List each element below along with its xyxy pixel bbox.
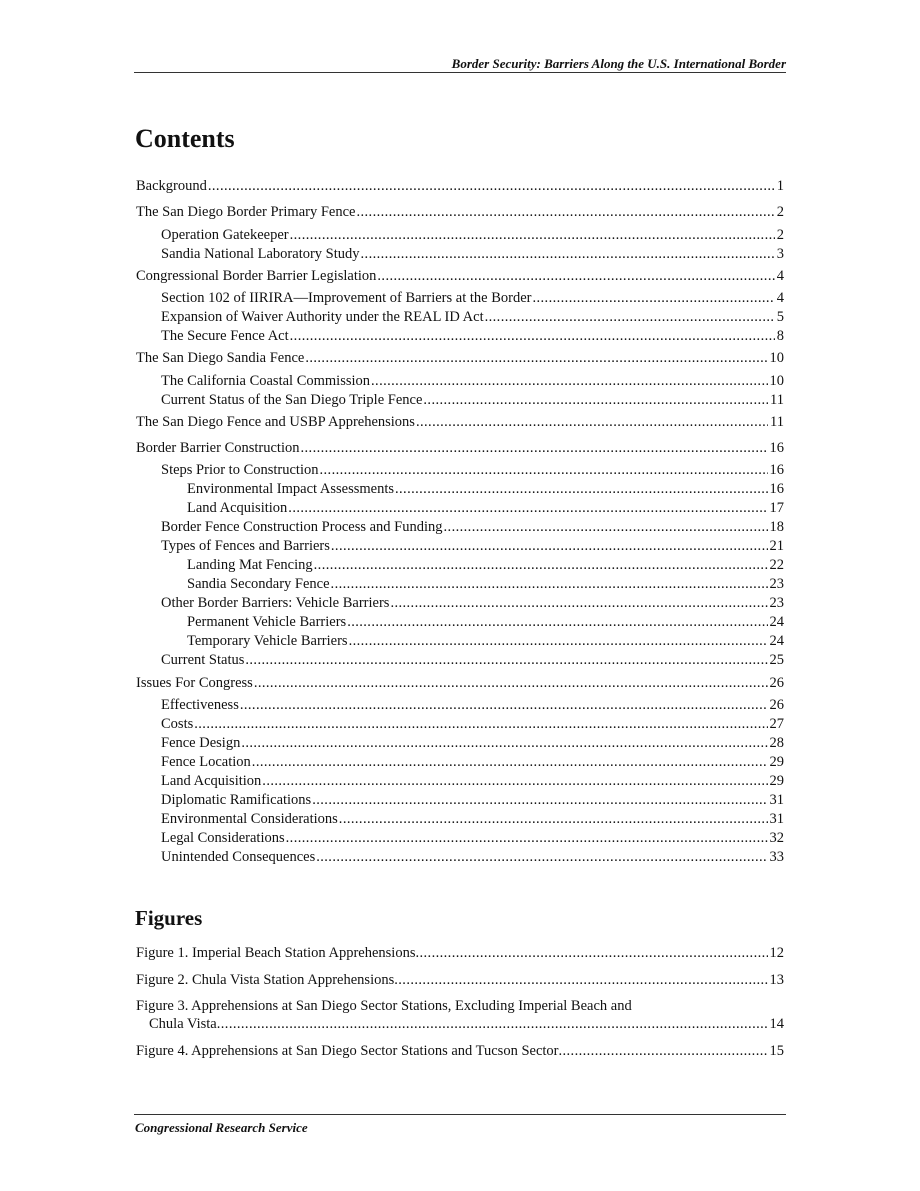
toc-entry-title: Land Acquisition	[187, 500, 288, 516]
toc-entry[interactable]	[136, 439, 784, 457]
toc-entry[interactable]	[161, 829, 784, 847]
dot-leader	[305, 349, 767, 367]
toc-entry-page: 24	[769, 633, 784, 649]
dot-leader	[390, 594, 767, 612]
toc-entry-title: Unintended Consequences	[161, 849, 316, 865]
dot-leader	[245, 651, 767, 669]
toc-entry[interactable]	[136, 267, 784, 285]
dot-leader	[339, 810, 768, 828]
dot-leader	[301, 439, 768, 457]
figure-entry-title: Figure 1. Imperial Beach Station Apprehensions	[136, 945, 416, 961]
dot-leader	[361, 245, 775, 263]
toc-entry[interactable]	[136, 177, 784, 195]
toc-entry-page: 27	[769, 716, 784, 732]
toc-entry[interactable]	[161, 537, 784, 555]
dot-leader	[262, 772, 767, 790]
dot-leader	[485, 308, 775, 326]
dot-leader	[290, 327, 775, 345]
dot-leader	[423, 391, 768, 409]
toc-entry-page: 18	[769, 519, 784, 535]
toc-entry-page: 2	[776, 227, 784, 243]
toc-entry[interactable]	[161, 753, 784, 771]
figures-title: Figures	[135, 906, 203, 930]
toc-entry-page: 23	[769, 595, 784, 611]
toc-entry-title: Types of Fences and Barriers	[161, 538, 330, 554]
toc-entry-page: 33	[769, 849, 784, 865]
toc-entry-page: 1	[776, 178, 784, 194]
toc-entry-title: The Secure Fence Act	[161, 328, 289, 344]
toc-entry-title: Costs	[161, 716, 194, 732]
toc-entry[interactable]	[187, 556, 784, 574]
toc-entry[interactable]	[161, 715, 784, 733]
toc-entry-title: Congressional Border Barrier Legislation	[136, 268, 377, 284]
figure-entry-title: Figure 2. Chula Vista Station Apprehensions	[136, 972, 395, 988]
toc-entry-title: Effectiveness	[161, 697, 239, 713]
toc-entry-title: Section 102 of IIRIRA—Improvement of Barriers at the Border	[161, 290, 532, 306]
toc-entry-page: 4	[776, 290, 784, 306]
footer-rule	[134, 1114, 786, 1115]
toc-entry[interactable]	[161, 327, 784, 345]
toc-entry-title: Steps Prior to Construction	[161, 462, 319, 478]
toc-entry-page: 32	[769, 830, 784, 846]
toc-entry[interactable]	[161, 696, 784, 714]
dot-leader	[252, 753, 768, 771]
toc-entry-title: Landing Mat Fencing	[187, 557, 313, 573]
toc-entry-title: Fence Location	[161, 754, 251, 770]
dot-leader	[320, 461, 768, 479]
toc-entry-title: Permanent Vehicle Barriers	[187, 614, 347, 630]
toc-entry[interactable]	[161, 772, 784, 790]
toc-entry[interactable]	[187, 613, 784, 631]
toc-entry-page: 29	[769, 754, 784, 770]
figure-entry[interactable]	[136, 971, 784, 989]
toc-entry-page: 29	[769, 773, 784, 789]
contents-title: Contents	[135, 124, 235, 153]
toc-entry[interactable]	[187, 480, 784, 498]
dot-leader	[415, 944, 767, 962]
toc-entry[interactable]	[161, 594, 784, 612]
running-header: Border Security: Barriers Along the U.S. International Border	[451, 56, 786, 71]
dot-leader	[286, 829, 768, 847]
dot-leader	[371, 372, 767, 390]
dot-leader	[316, 848, 767, 866]
toc-entry-title: Border Fence Construction Process and Funding	[161, 519, 443, 535]
toc-entry[interactable]	[161, 810, 784, 828]
toc-entry-title: The California Coastal Commission	[161, 373, 371, 389]
toc-entry-title: Current Status of the San Diego Triple Fence	[161, 392, 423, 408]
toc-entry-title: Expansion of Waiver Authority under the REAL ID Act	[161, 309, 484, 325]
toc-entry[interactable]	[136, 413, 784, 431]
toc-entry[interactable]	[161, 651, 784, 669]
toc-entry[interactable]	[187, 499, 784, 517]
toc-entry-page: 24	[769, 614, 784, 630]
toc-entry-page: 10	[769, 373, 784, 389]
dot-leader	[395, 480, 768, 498]
header-rule	[134, 72, 786, 73]
dot-leader	[331, 575, 768, 593]
toc-entry-page: 26	[769, 675, 784, 691]
toc-entry-page: 3	[776, 246, 784, 262]
toc-entry[interactable]	[187, 575, 784, 593]
toc-entry-title: The San Diego Fence and USBP Apprehensions	[136, 414, 415, 430]
figure-entry[interactable]	[136, 944, 784, 962]
dot-leader	[444, 518, 768, 536]
dot-leader	[254, 674, 768, 692]
toc-entry-title: Sandia National Laboratory Study	[161, 246, 360, 262]
dot-leader	[217, 1015, 768, 1033]
toc-entry-title: Environmental Considerations	[161, 811, 338, 827]
toc-entry-title: Other Border Barriers: Vehicle Barriers	[161, 595, 390, 611]
toc-entry[interactable]	[161, 518, 784, 536]
toc-entry-page: 8	[776, 328, 784, 344]
dot-leader	[331, 537, 768, 555]
toc-entry-page: 16	[769, 440, 784, 456]
figure-entry[interactable]	[136, 997, 784, 1033]
toc-entry[interactable]	[161, 791, 784, 809]
toc-entry-title: Operation Gatekeeper	[161, 227, 289, 243]
toc-entry-page: 16	[769, 462, 784, 478]
toc-entry[interactable]	[161, 391, 784, 409]
toc-entry-title: The San Diego Border Primary Fence	[136, 204, 356, 220]
dot-leader	[416, 413, 768, 431]
toc-entry[interactable]	[161, 848, 784, 866]
toc-entry-page: 31	[769, 792, 784, 808]
toc-entry-title: Legal Considerations	[161, 830, 285, 846]
figure-entry-page: 13	[769, 972, 784, 988]
toc-entry-page: 16	[769, 481, 784, 497]
figure-entry-title: Figure 4. Apprehensions at San Diego Sector Stations and Tucson Sector	[136, 1043, 559, 1059]
toc-entry-page: 23	[769, 576, 784, 592]
toc-entry-title: The San Diego Sandia Fence	[136, 350, 305, 366]
figure-entry-page: 12	[769, 945, 784, 961]
toc-entry-page: 25	[769, 652, 784, 668]
toc-entry[interactable]	[136, 349, 784, 367]
dot-leader	[347, 613, 767, 631]
dot-leader	[356, 203, 774, 221]
toc-entry[interactable]	[161, 289, 784, 307]
toc-entry[interactable]	[161, 245, 784, 263]
toc-entry[interactable]	[136, 203, 784, 221]
toc-entry-page: 5	[776, 309, 784, 325]
toc-entry-title: Environmental Impact Assessments	[187, 481, 394, 497]
running-footer: Congressional Research Service	[135, 1120, 308, 1135]
figure-entry-page: 15	[769, 1043, 784, 1059]
toc-entry-page: 2	[776, 204, 784, 220]
toc-entry-page: 22	[769, 557, 784, 573]
toc-entry-title: Land Acquisition	[161, 773, 262, 789]
toc-entry[interactable]	[161, 734, 784, 752]
toc-entry-title: Diplomatic Ramifications	[161, 792, 312, 808]
dot-leader	[240, 696, 768, 714]
toc-entry-page: 17	[769, 500, 784, 516]
dot-leader	[532, 289, 774, 307]
figure-entry-title: Figure 3. Apprehensions at San Diego Sector Stations, Excluding Imperial Beach and	[136, 998, 632, 1014]
toc-entry-page: 4	[776, 268, 784, 284]
toc-entry[interactable]	[161, 461, 784, 479]
dot-leader	[314, 556, 768, 574]
dot-leader	[288, 499, 767, 517]
dot-leader	[394, 971, 767, 989]
dot-leader	[241, 734, 767, 752]
toc-entry[interactable]	[161, 308, 784, 326]
toc-entry-title: Issues For Congress	[136, 675, 253, 691]
dot-leader	[312, 791, 767, 809]
toc-entry-title: Border Barrier Construction	[136, 440, 300, 456]
dot-leader	[349, 632, 768, 650]
dot-leader	[208, 177, 775, 195]
toc-entry[interactable]	[161, 226, 784, 244]
dot-leader	[194, 715, 767, 733]
dot-leader	[377, 267, 774, 285]
toc-entry-title: Fence Design	[161, 735, 241, 751]
dot-leader	[290, 226, 775, 244]
toc-entry-page: 21	[769, 538, 784, 554]
figure-entry-title-continued: Chula Vista	[149, 1016, 217, 1032]
dot-leader	[558, 1042, 767, 1060]
figure-entry-page: 14	[769, 1016, 784, 1032]
toc-entry-page: 26	[769, 697, 784, 713]
toc-entry-title: Sandia Secondary Fence	[187, 576, 330, 592]
toc-entry[interactable]	[136, 674, 784, 692]
toc-entry-title: Background	[136, 178, 207, 194]
toc-entry-page: 31	[769, 811, 784, 827]
toc-entry-page: 10	[769, 350, 784, 366]
toc-entry-page: 11	[770, 414, 784, 430]
toc-entry-title: Current Status	[161, 652, 245, 668]
toc-entry-page: 11	[770, 392, 784, 408]
toc-entry[interactable]	[161, 372, 784, 390]
toc-entry[interactable]	[187, 632, 784, 650]
toc-entry-title: Temporary Vehicle Barriers	[187, 633, 348, 649]
figure-entry[interactable]	[136, 1042, 784, 1060]
toc-entry-page: 28	[769, 735, 784, 751]
